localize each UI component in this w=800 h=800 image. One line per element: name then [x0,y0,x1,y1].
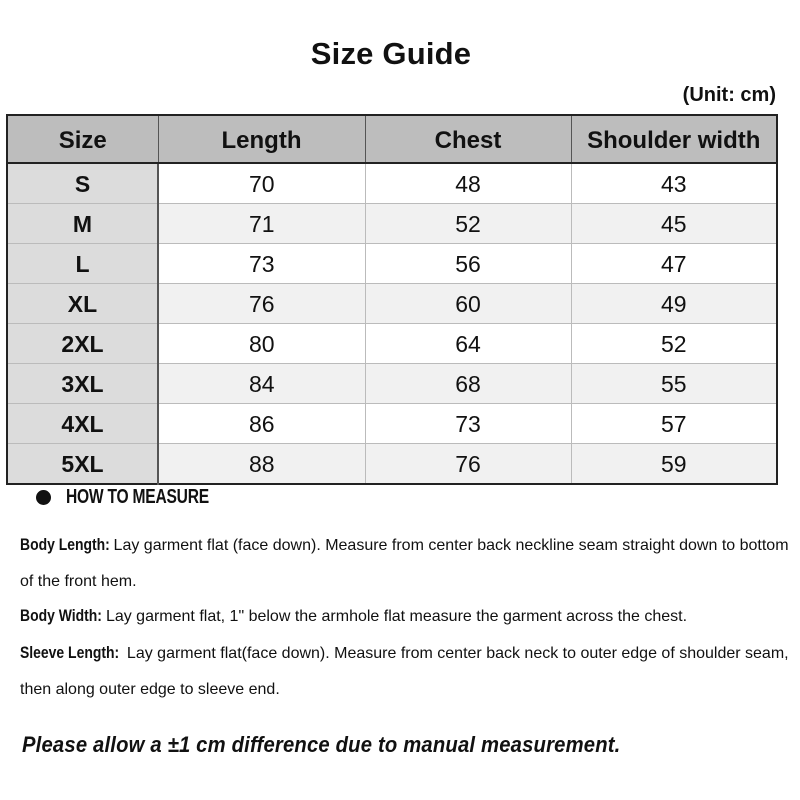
size-cell: 3XL [7,364,158,404]
shoulder-cell: 55 [571,364,777,404]
length-cell: 80 [158,324,365,364]
size-cell: S [7,163,158,204]
how-to-measure-heading [36,486,249,509]
size-cell: 4XL [7,404,158,444]
size-cell: L [7,244,158,284]
shoulder-cell: 59 [571,444,777,485]
bullet-icon [36,490,51,505]
chest-cell: 52 [365,204,571,244]
table-row [7,364,777,404]
length-cell: 71 [158,204,365,244]
table-row [7,404,777,444]
table-row [7,244,777,284]
length-cell: 70 [158,163,365,204]
body-length-text: Lay garment flat (face down). Measure from center back neckline seam straight down to bottom of the front hem. [20,537,789,590]
shoulder-cell: 43 [571,163,777,204]
table-row [7,163,777,204]
sleeve-length-label: Sleeve Length: [20,643,120,662]
shoulder-cell: 57 [571,404,777,444]
table-row [7,324,777,364]
size-cell: M [7,204,158,244]
chest-cell: 48 [365,163,571,204]
how-to-measure-title: HOW TO MEASURE [66,486,209,508]
body-width-label: Body Width: [20,606,102,625]
shoulder-cell: 52 [571,324,777,364]
chest-cell: 68 [365,364,571,404]
length-cell: 86 [158,404,365,444]
length-cell: 76 [158,284,365,324]
body-width-instruction [20,598,795,635]
table-header-row [7,115,777,163]
unit-label: (Unit: cm) [682,84,776,106]
shoulder-cell: 45 [571,204,777,244]
chest-cell: 76 [365,444,571,485]
sleeve-length-instruction [20,635,795,708]
length-cell: 84 [158,364,365,404]
size-cell: 2XL [7,324,158,364]
body-length-label: Body Length: [20,535,110,554]
sleeve-length-text: Lay garment flat(face down). Measure from center back neck to outer edge of shoulder seam, then along outer edge to sleeve end. [20,645,789,698]
table-row [7,204,777,244]
measurement-tolerance-note: Please allow a ±1 cm difference due to manual measurement. [22,732,621,757]
table-row [7,444,777,485]
size-cell: XL [7,284,158,324]
body-length-instruction [20,527,795,600]
chest-cell: 73 [365,404,571,444]
page-title: Size Guide [310,36,472,71]
table-row [7,284,777,324]
chest-cell: 60 [365,284,571,324]
header-chest: Chest [365,115,571,163]
shoulder-cell: 47 [571,244,777,284]
chest-cell: 64 [365,324,571,364]
header-length: Length [158,115,365,163]
shoulder-cell: 49 [571,284,777,324]
header-size: Size [7,115,158,163]
length-cell: 88 [158,444,365,485]
chest-cell: 56 [365,244,571,284]
header-shoulder-width: Shoulder width [571,115,777,163]
size-table [6,114,778,485]
body-width-text: Lay garment flat, 1" below the armhole flat measure the garment across the chest. [105,608,688,625]
length-cell: 73 [158,244,365,284]
size-cell: 5XL [7,444,158,485]
